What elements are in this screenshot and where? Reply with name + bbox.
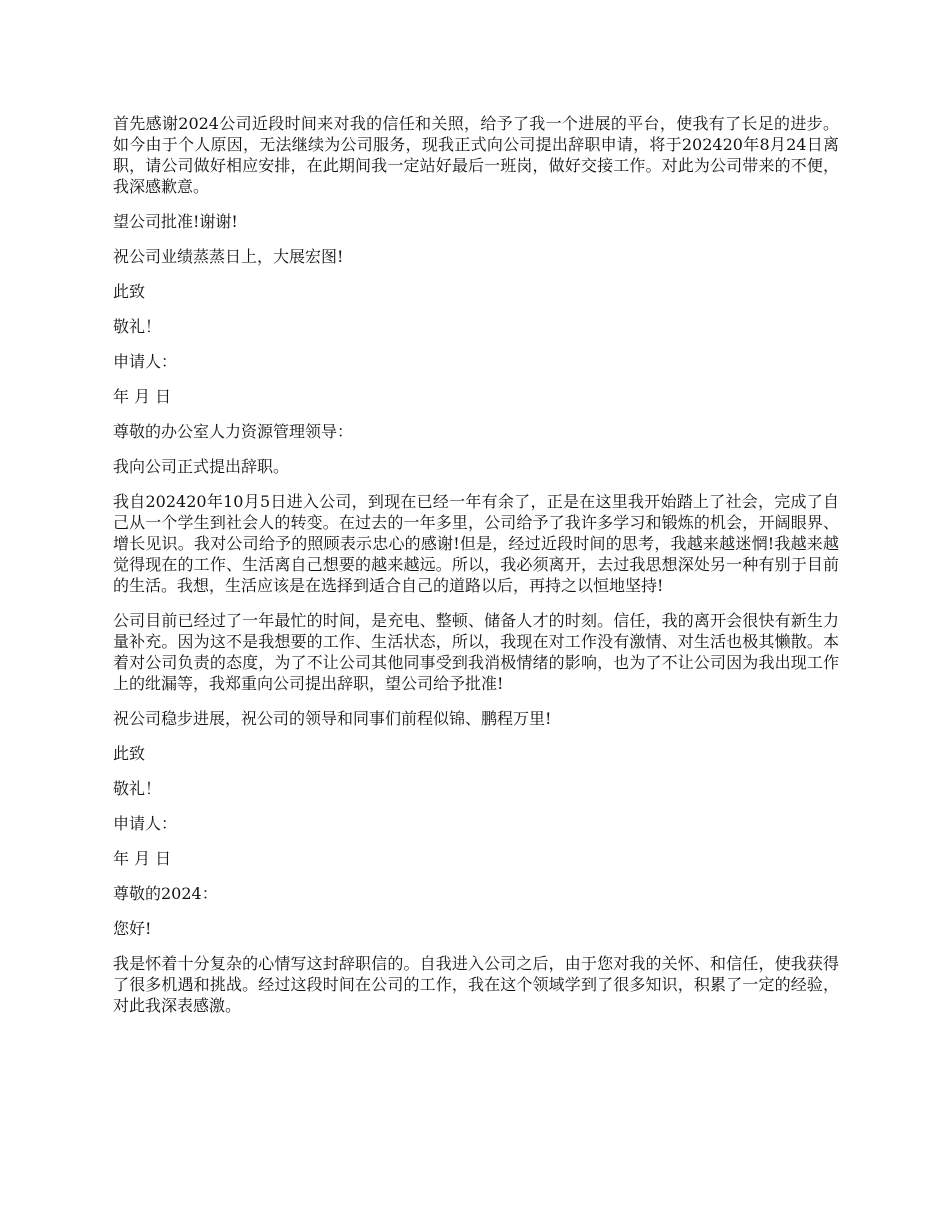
closing-salutation: 此致 [113,282,146,301]
paragraph-request-approval: 望公司批准!谢谢! [113,212,238,231]
paragraph-resignation-statement: 我向公司正式提出辞职。 [113,457,290,476]
applicant-label: 申请人： [113,352,178,371]
closing-regards: 敬礼！ [113,317,162,336]
paragraph-gratitude-intro: 首先感谢2024公司近段时间来对我的信任和关照，给予了我一个进展的平台，使我有了长足的进步。如今由于个人原因，无法继续为公司服务，现我正式向公司提出辞职申请，将于202420年8月24日离职，请公司做好相应安排，在此期间我一定站好最后一班岗，做好交接工作。对此为公司带来的不便，我深感歉意。 [113,114,839,196]
date-line: 年 月 日 [113,849,172,868]
applicant-label: 申请人： [113,814,178,833]
paragraph-wishes: 祝公司业绩蒸蒸日上，大展宏图! [113,247,344,266]
closing-salutation: 此致 [113,744,146,763]
paragraph-letter-opening: 我是怀着十分复杂的心情写这封辞职信的。自我进入公司之后，由于您对我的关怀、和信任，使我获得了很多机遇和挑战。经过这段时间在公司的工作，我在这个领域学到了很多知识，积累了一定的经验，对此我深表感激。 [113,954,839,1015]
date-line: 年 月 日 [113,387,172,406]
document-body [113,113,839,1030]
paragraph-wishes: 祝公司稳步进展，祝公司的领导和同事们前程似锦、鹏程万里! [113,709,552,728]
addressee-line: 尊敬的2024： [113,884,218,903]
addressee-line: 尊敬的办公室人力资源管理领导： [113,422,354,441]
paragraph-career-reflection: 我自202420年10月5日进入公司，到现在已经一年有余了，正是在这里我开始踏上了社会，完成了自己从一个学生到社会人的转变。在过去的一年多里，公司给予了我许多学习和锻炼的机会，开阔眼界、增长见识。我对公司给予的照顾表示忠心的感谢!但是，经过近段时间的思考，我越来越迷惘!我越来越觉得现在的工作、生活离自己想要的越来越远。所以，我必须离开，去过我思想深处另一种有别于目前的生活。我想，生活应该是在选择到适合自己的道路以后，再持之以恒地坚持! [113,492,839,595]
paragraph-company-status: 公司目前已经过了一年最忙的时间，是充电、整顿、储备人才的时刻。信任，我的离开会很快有新生力量补充。因为这不是我想要的工作、生活状态，所以，我现在对工作没有激情、对生活也极其懒散。本着对公司负责的态度，为了不让公司其他同事受到我消极情绪的影响，也为了不让公司因为我出现工作上的纰漏等，我郑重向公司提出辞职，望公司给予批准! [113,611,839,693]
greeting-line: 您好! [113,919,152,938]
closing-regards: 敬礼！ [113,779,162,798]
